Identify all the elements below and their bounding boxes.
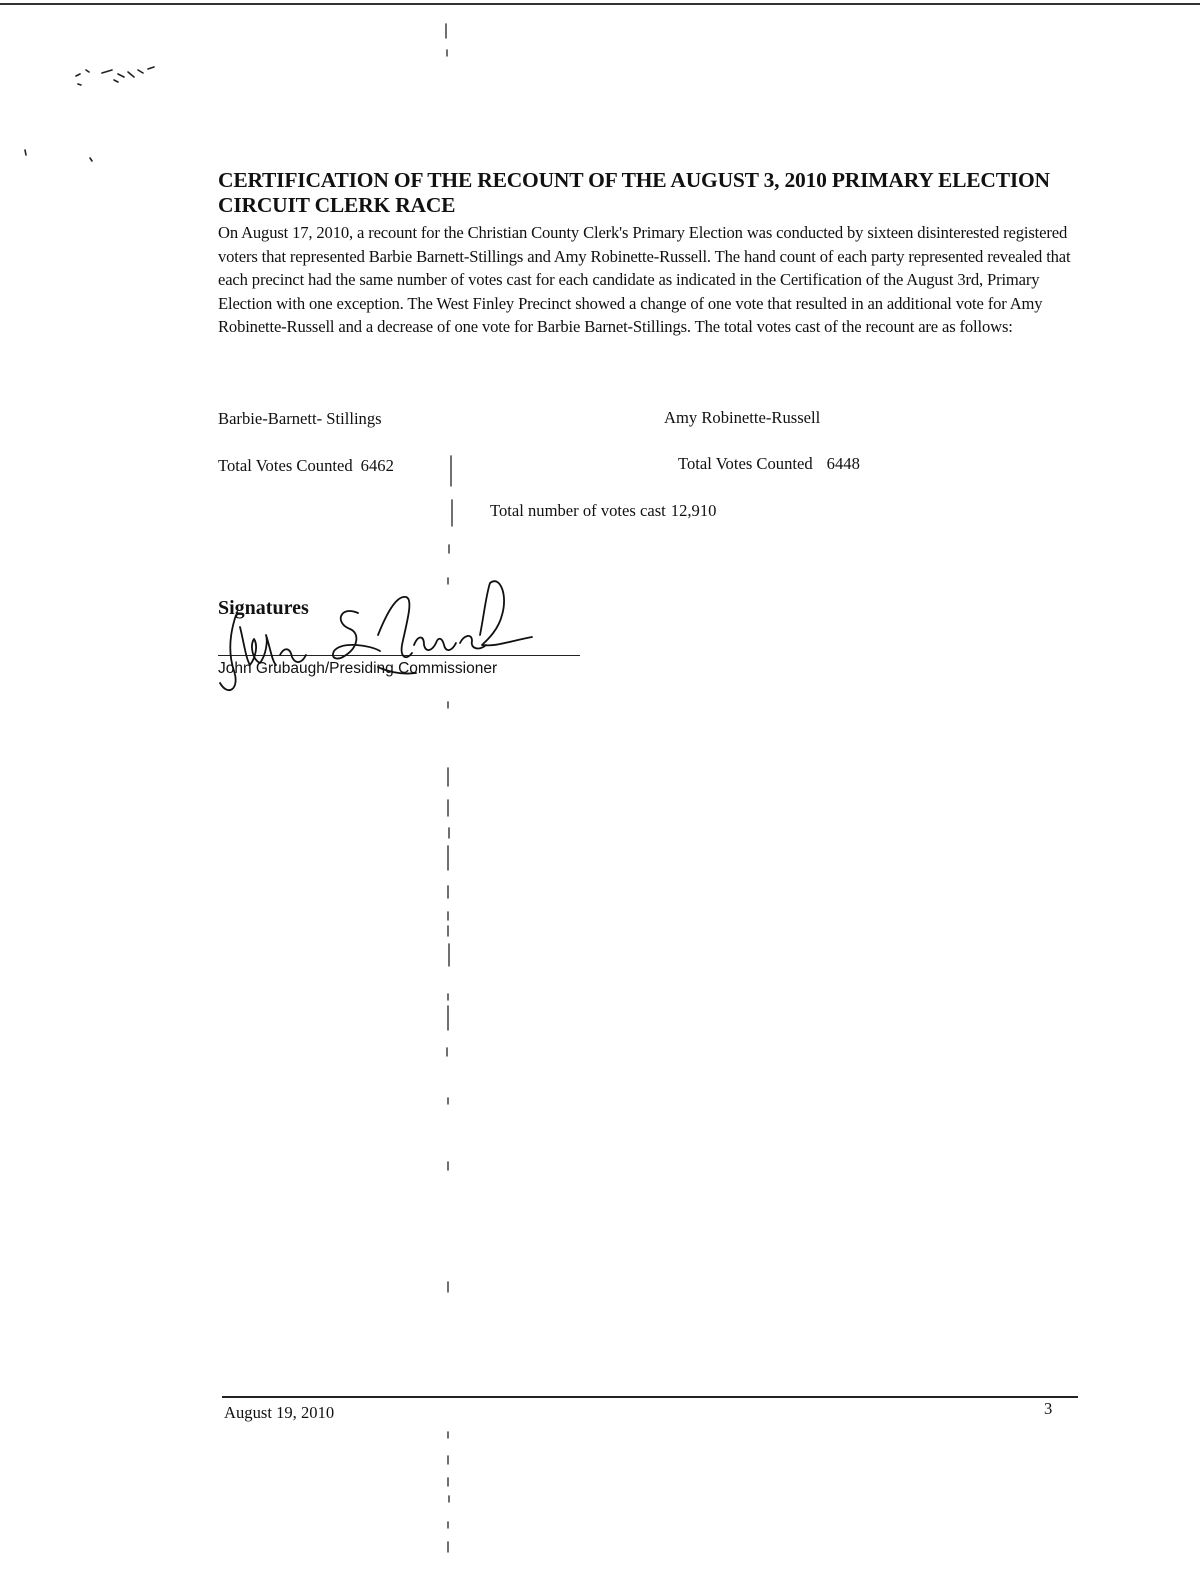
candidate-2-votes-label: Total Votes Counted <box>678 454 813 473</box>
signer-caption: John Grubaugh/Presiding Commissioner <box>218 660 498 677</box>
total-votes-cast <box>490 500 716 522</box>
candidate-2-votes-value: 6448 <box>826 454 860 473</box>
candidate-1-votes <box>218 455 394 477</box>
candidate-2-votes <box>678 453 860 475</box>
footer-date: August 19, 2010 <box>224 1403 335 1422</box>
total-votes-cast-label: Total number of votes cast <box>490 501 666 520</box>
recount-description: On August 17, 2010, a recount for the Christian County Clerk's Primary Election was conducted by sixteen disinterested registered voters that represented Barbie Barnett-Stillings and Amy Robinette-Russell. The hand count of each party represented revealed that each precinct had the same number of votes cast for each candidate as indicated in the Certification of the August 3rd, Primary Election with one exception. The West Finley Precinct showed a change of one vote that resulted in an additional vote for Amy Robinette-Russell and a decrease of one vote for Barbie Barnet-Stillings. The total votes cast of the recount are as follows: <box>218 223 1071 336</box>
footer-rule <box>222 1396 1078 1398</box>
handwritten-signature <box>210 575 550 700</box>
total-votes-cast-value: 12,910 <box>670 501 717 520</box>
candidate-1-votes-value: 6462 <box>360 456 394 475</box>
signatures-heading: Signatures <box>218 597 309 619</box>
candidate-2-name: Amy Robinette-Russell <box>664 408 821 427</box>
candidate-1-votes-label: Total Votes Counted <box>218 456 353 475</box>
document-title: CERTIFICATION OF THE RECOUNT OF THE AUGUST 3, 2010 PRIMARY ELECTION CIRCUIT CLERK RACE <box>218 168 1050 217</box>
candidate-1-name: Barbie-Barnett- Stillings <box>218 409 382 428</box>
page-number: 3 <box>1044 1399 1053 1418</box>
